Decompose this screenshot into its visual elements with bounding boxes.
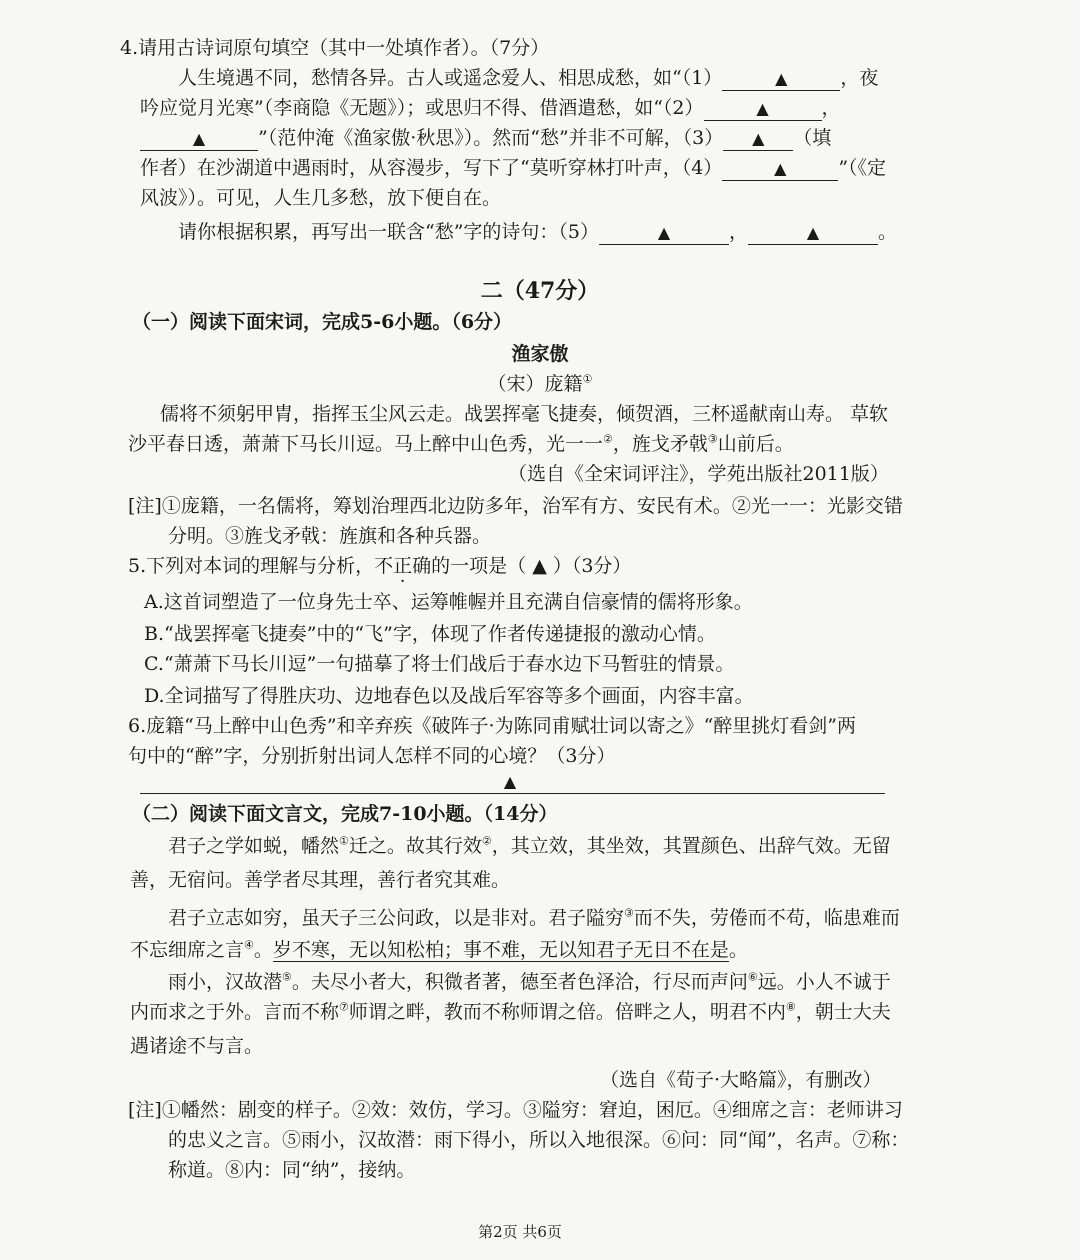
author-text: （宋）庞籍 [487, 373, 583, 395]
emphasis-not-correct [374, 555, 431, 577]
passage-text: ，朝士大夫 [795, 1001, 891, 1023]
emphasis-text: 不正确 [374, 555, 432, 577]
answer-blank-5b[interactable] [748, 221, 878, 245]
poem-text: 山前后。 [717, 433, 794, 455]
passage3-line2 [130, 998, 891, 1026]
q4-text: ，夜 [840, 67, 879, 89]
passage-text: 雨小，汉故潜 [168, 971, 283, 993]
q4-text: ， [729, 221, 749, 243]
q5-option-a[interactable]: A.这首词塑造了一位身先士卒、运筹帷幄并且充满自信豪情的儒将形象。 [144, 591, 753, 613]
q4-text: （填 [793, 127, 832, 149]
footnote-marker: ② [603, 432, 613, 446]
q4-line1 [178, 64, 878, 92]
passage2-line1 [168, 904, 900, 932]
footnote-marker: ① [582, 372, 593, 386]
q5-option-d[interactable]: D.全词描写了得胜庆功、边地春色以及战后军容等多个画面，内容丰富。 [144, 685, 754, 707]
footnote-marker: ⑧ [785, 1000, 796, 1014]
poem-text: ，旌戈矛戟 [612, 433, 708, 455]
q6-line2: 句中的“醉”字，分别折射出词人怎样不同的心境？（3分） [128, 745, 616, 767]
footnote-marker: ② [481, 834, 492, 848]
section-title: 二（47分） [480, 278, 600, 304]
q4-text: 作者）在沙湖道中遇雨时，从容漫步，写下了“莫听穿林打叶声，（4） [140, 157, 723, 179]
answer-blank-3[interactable] [723, 127, 793, 151]
poem-note-line1: [注]①庞籍，一名儒将，筹划治理西北边防多年，治军有方、安民有术。②光一一：光影交错 [128, 495, 903, 517]
answer-blank-5a[interactable] [599, 221, 729, 245]
q6-answer-marker [0, 770, 1050, 793]
q4-text: 。 [878, 221, 898, 243]
passage-source: （选自《荀子·大略篇》，有删改） [600, 1069, 882, 1091]
q6-line1: 6.庞籍“马上醉中山色秀”和辛弃疾《破阵子·为陈同甫赋壮词以寄之》“醉里挑灯看剑”两 [128, 715, 857, 737]
q4-line4 [140, 154, 886, 182]
q4-line5: 风波》）。可见，人生几多愁，放下便自在。 [140, 187, 502, 209]
poem-title: 渔家傲 [511, 343, 569, 365]
answer-blank-4[interactable] [722, 157, 838, 181]
triangle-marker-icon: ▲ [657, 223, 671, 242]
passage1-line2: 善，无宿问。善学者尽其理，善行者究其难。 [130, 869, 511, 891]
q4-line2 [140, 94, 841, 122]
triangle-marker-icon: ▲ [775, 69, 788, 88]
passage-text: 。 [728, 939, 748, 961]
poem-source: （选自《全宋词评注》，学苑出版社2011版） [508, 463, 889, 485]
answer-blank-2a[interactable] [704, 97, 822, 121]
part2-title: （二）阅读下面文言文，完成7-10小题。（14分） [132, 803, 558, 825]
q4-text: 吟应觉月光寒”（李商隐《无题》）；或思归不得、借酒遣愁，如“（2） [140, 97, 704, 119]
q4-line6 [178, 218, 897, 246]
answer-blank-2b[interactable] [140, 127, 258, 151]
part1-title: （一）阅读下面宋词，完成5-6小题。（6分） [132, 311, 513, 333]
poem-text: 沙平春日透，萧萧下马长川逗。马上醉中山色秀，光一一 [128, 433, 604, 455]
footnote-marker: ③ [707, 432, 718, 446]
passage-note-line3: 称道。⑧内：同“纳”，接纳。 [168, 1159, 416, 1181]
passage-text: 。 [253, 939, 273, 961]
q4-text: ”（《定 [838, 157, 887, 179]
passage-text: 不忘细席之言 [130, 939, 245, 961]
passage-note-line2: 的忠义之言。⑤雨小，汉故潜：雨下得小，所以入地很深。⑥问：同“闻”，名声。⑦称： [168, 1129, 910, 1151]
poem-line2 [128, 430, 794, 458]
passage-text: 君子之学如蜕，幡然 [168, 835, 340, 857]
q6-answer-line[interactable] [140, 793, 885, 794]
footnote-marker: ⑤ [282, 970, 292, 984]
passage-text: 。夫尽小者大，积微者著，德至者色泽洽，行尽而声问 [291, 971, 748, 993]
footnote-marker: ③ [624, 906, 634, 920]
passage-note-line1: [注]①幡然：剧变的样子。②效：效仿，学习。③隘穷：窘迫，困厄。④细席之言：老师讲习 [128, 1099, 903, 1121]
passage1-line1 [168, 832, 891, 860]
passage-text: 而不失，劳倦而不苟，临患难而 [633, 907, 900, 929]
q4-prompt: 4.请用古诗词原句填空（其中一处填作者）。（7分） [120, 37, 550, 59]
passage-text: 远。小人不诚于 [757, 971, 891, 993]
footnote-marker: ⑥ [747, 970, 758, 984]
triangle-marker-icon: ▲ [752, 129, 765, 148]
footnote-marker: ⑦ [339, 1000, 349, 1014]
poem-line1: 儒将不须躬甲胄，指挥玉尘风云走。战罢挥毫飞捷奏，倾贺酒，三杯遥献南山寿。 草软 [160, 403, 889, 425]
underlined-sentence: 岁不寒，无以知松柏；事不难，无以知君子无日不在是 [272, 939, 729, 961]
passage3-line1 [168, 968, 891, 996]
q5-text: 的一项是（ ▲ ）（3分） [431, 555, 632, 577]
triangle-marker-icon: ▲ [756, 99, 769, 118]
q4-text: 人生境遇不同，愁情各异。古人或遥念爱人、相思成愁，如“（1） [178, 67, 723, 89]
answer-blank-1[interactable] [722, 67, 840, 91]
passage-text: 师谓之畔，教而不称师谓之倍。倍畔之人，明君不内 [348, 1001, 786, 1023]
triangle-marker-icon: ▲ [192, 129, 206, 148]
q5-stem [128, 552, 631, 580]
q5-text: 5.下列对本词的理解与分析， [128, 555, 375, 577]
passage-text: 内而求之于外。言而不称 [130, 1001, 340, 1023]
triangle-marker-icon: ▲ [806, 223, 820, 242]
poem-author [0, 370, 1080, 398]
q5-option-b[interactable]: B.“战罢挥毫飞捷奏”中的“飞”字，体现了作者传递捷报的激动心情。 [144, 623, 716, 645]
q4-text: 请你根据积累，再写出一联含“愁”字的诗句：（5） [178, 221, 600, 243]
footnote-marker: ④ [244, 938, 254, 952]
q4-line3 [140, 124, 831, 152]
q5-option-c[interactable]: C.“萧萧下马长川逗”一句描摹了将士们战后于春水边下马暂驻的情景。 [144, 653, 735, 675]
passage-text: 君子立志如穷，虽天子三公问政，以是非对。君子隘穷 [168, 907, 625, 929]
passage2-line2 [130, 936, 748, 964]
footnote-marker: ① [339, 834, 349, 848]
passage3-line3: 遇诸途不与言。 [130, 1035, 264, 1057]
passage-text: 迁之。故其行效 [348, 835, 482, 857]
q4-text: ， [821, 97, 841, 119]
poem-note-line2: 分明。③旌戈矛戟：旌旗和各种兵器。 [168, 525, 492, 547]
q4-text: ”（范仲淹《渔家傲·秋思》）。然而“愁”并非不可解，（3） [258, 127, 724, 149]
passage-text: ，其立效，其坐效，其置颜色、出辞气效。无留 [491, 835, 891, 857]
triangle-marker-icon: ▲ [774, 159, 787, 178]
triangle-marker-icon: ▲ [503, 772, 517, 791]
page-footer: 第2页 共6页 [478, 1223, 562, 1241]
